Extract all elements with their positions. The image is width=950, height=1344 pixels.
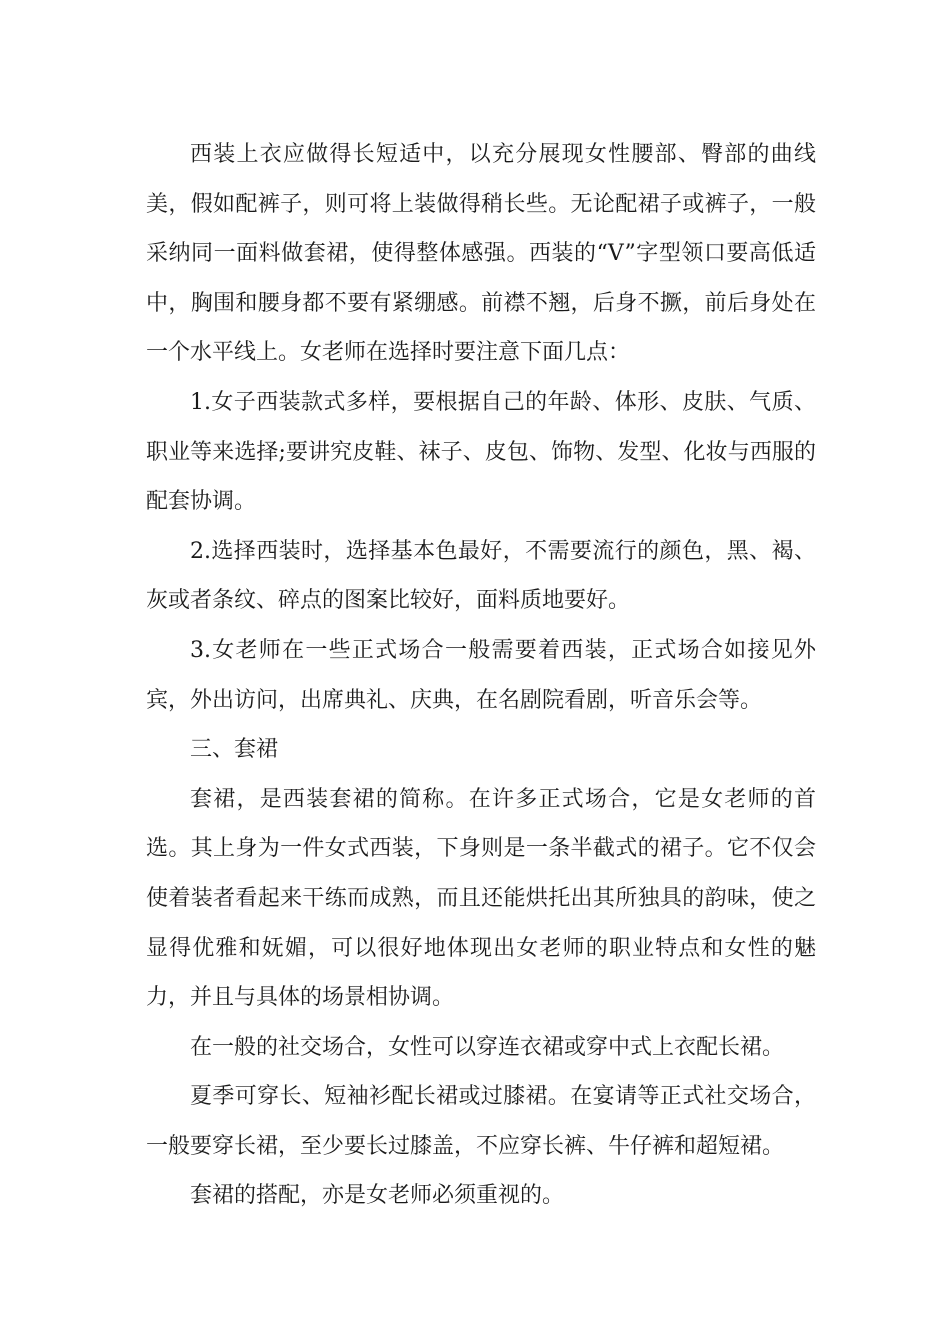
paragraph-social-occasions: 在一般的社交场合，女性可以穿连衣裙或穿中式上衣配长裙。	[190, 1034, 785, 1060]
paragraph-suit-jacket: 西装上衣应做得长短适中，以充分展现女性腰部、臀部的曲线美，假如配裤子，则可将上装做得稍长些。无论配裙子或裤子，一般采纳同一面料做套裙，使得整体感强。西装的“V”字型领口要高低适中，胸围和腰身都不要有紧绷感。前襟不翘，后身不撅，前后身处在一个水平线上。女老师在选择时要注意下面几点：	[146, 142, 816, 366]
paragraph-item-3: 3.女老师在一些正式场合一般需要着西装，正式场合如接见外宾，外出访问，出席典礼、庆典，在名剧院看剧，听音乐会等。	[146, 637, 816, 713]
paragraph-item-1: 1.女子西装款式多样，要根据自己的年龄、体形、皮肤、气质、职业等来选择;要讲究皮鞋、袜子、皮包、饰物、发型、化妆与西服的配套协调。	[146, 389, 816, 515]
paragraph-summer-attire: 夏季可穿长、短袖衫配长裙或过膝裙。在宴请等正式社交场合，一般要穿长裙，至少要长过膝盖，不应穿长裤、牛仔裤和超短裙。	[146, 1084, 816, 1159]
paragraph-suit-skirt-intro: 套裙，是西装套裙的简称。在许多正式场合，它是女老师的首选。其上身为一件女式西装，下身则是一条半截式的裙子。它不仅会使着装者看起来干练而成熟，而且还能烘托出其所独具的韵味，使之显得优雅和妩媚，可以很好地体现出女老师的职业特点和女性的魅力，并且与具体的场景相协调。	[146, 786, 816, 1011]
document-body	[146, 130, 816, 1221]
section-heading-suit-skirt: 三、套裙	[190, 737, 279, 763]
paragraph-item-2: 2.选择西装时，选择基本色最好，不需要流行的颜色，黑、褐、灰或者条纹、碎点的图案比较好，面料质地要好。	[146, 538, 816, 614]
paragraph-skirt-matching: 套裙的搭配，亦是女老师必须重视的。	[190, 1183, 565, 1209]
